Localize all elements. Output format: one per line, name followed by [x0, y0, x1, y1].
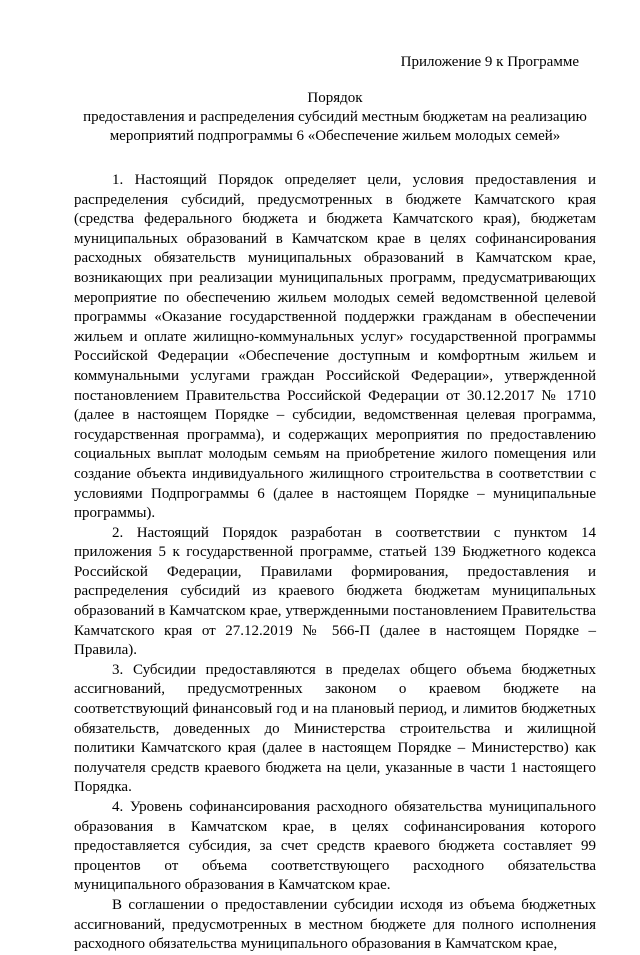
paragraph-5: В соглашении о предоставлении субсидии исходя из объема бюджетных ассигнований, предусмотренных в местном бюджете для полного исполнения расходного обязательства муниципального образования в Камчатском крае, [74, 896, 596, 953]
appendix-reference: Приложение 9 к Программе [400, 54, 579, 70]
title-line-1: Порядок [307, 90, 363, 106]
title-line-2: предоставления и распределения субсидий местным бюджетам на реализацию [83, 109, 587, 125]
document-body [74, 171, 596, 955]
paragraph-2: 2. Настоящий Порядок разработан в соответствии с пунктом 14 приложения 5 к государственной программе, статьей 139 Бюджетного кодекса Российской Федерации, Правилами формирования, предоставления и распределения субсидий из краевого бюджета бюджетам муниципальных образований в Камчатском крае, утвержденными постановлением Правительства Камчатского края от 27.12.2019 № 566-П (далее в настоящем Порядке – Правила). [74, 524, 596, 659]
paragraph-4: 4. Уровень софинансирования расходного обязательства муниципального образования в Камчатском крае, в целях софинансирования которого предоставляется субсидия, за счет средств краевого бюджета составляет 99 процентов от объема соответствующего расходного обязательства муниципального образования в Камчатском крае. [74, 799, 596, 894]
paragraph-3: 3. Субсидии предоставляются в пределах общего объема бюджетных ассигнований, предусмотренных законом о краевом бюджете на соответствующий финансовый год и на плановый период, и лимитов бюджетных обязательств, доведенных до Министерства строительства и жилищной политики Камчатского края (далее в настоящем Порядке – Министерство) как получателя средств краевого бюджета на цели, указанные в части 1 настоящего Порядка. [74, 661, 596, 796]
paragraph-1: 1. Настоящий Порядок определяет цели, условия предоставления и распределения субсидий, предусмотренных в бюджете Камчатского края (средства федерального бюджета и бюджета Камчатского края), бюджетам муниципальных образований в Камчатском крае в целях софинансирования расходных обязательств муниципальных образований в Камчатском крае, возникающих при реализации муниципальных программ, предусматривающих мероприятие по обеспечению жильем молодых семей ведомственной целевой программы «Оказание государственной поддержки гражданам в обеспечении жильем и оплате жилищно-коммунальных услуг» государственной программы Российской Федерации «Обеспечение доступным и комфортным жильем и коммунальными услугами граждан Российской Федерации», утвержденной постановлением Правительства Российской Федерации от 30.12.2017 № 1710 (далее в настоящем Порядке – субсидии, ведомственная целевая программа, государственная программа), и содержащих мероприятия по предоставлению социальных выплат молодым семьям на приобретение жилого помещения или создание объекта индивидуального жилищного строительства в соответствии с условиями Подпрограммы 6 (далее в настоящем Порядке – муниципальные программы). [74, 172, 596, 522]
title-line-3: мероприятий подпрограммы 6 «Обеспечение жильем молодых семей» [109, 128, 561, 144]
document-title [74, 89, 596, 146]
